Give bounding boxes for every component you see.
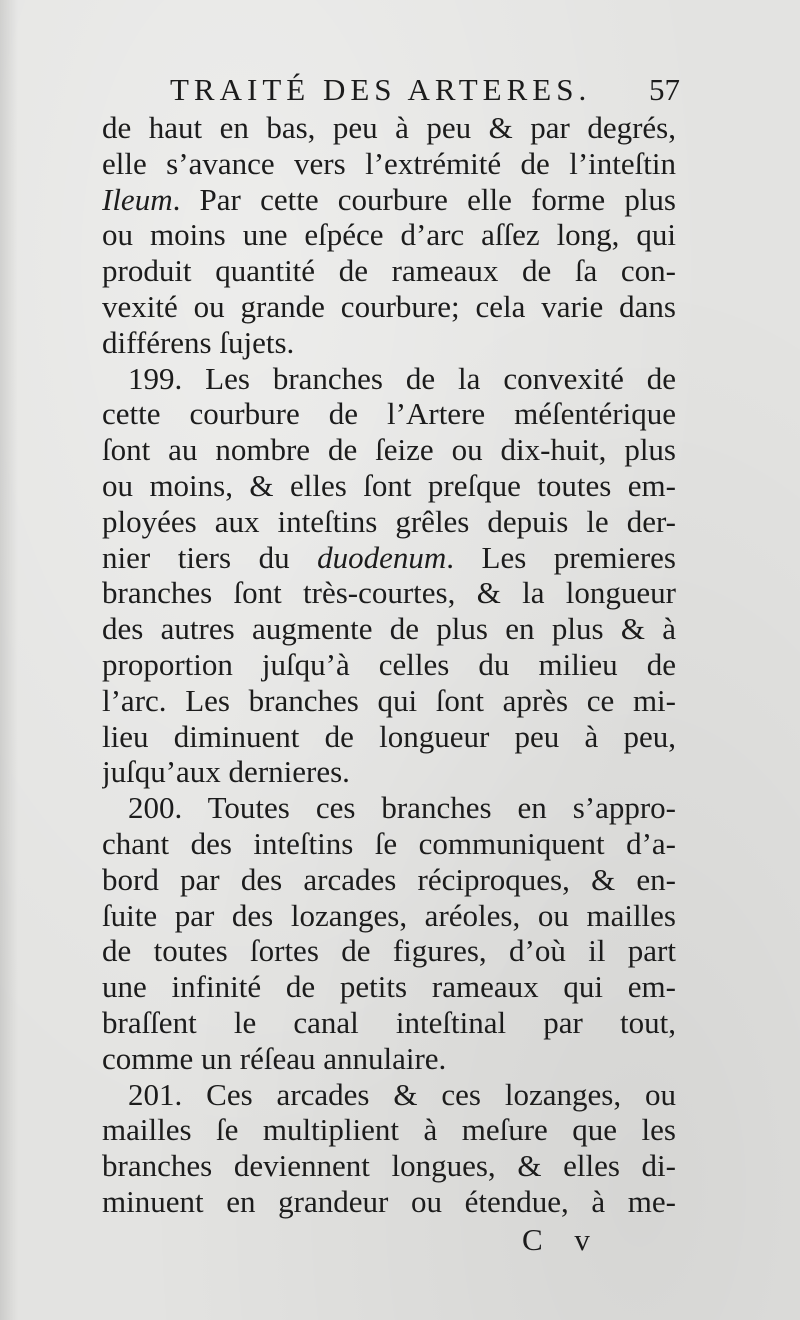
page-edge-shadow [0,0,18,1320]
text-line: proportion juſqu’à celles du milieu de [102,646,676,682]
text-line: ſuite par des lozanges, aréoles, ou mailles [102,897,676,933]
text-line: ployées aux inteſtins grêles depuis le der- [102,503,676,539]
text-line: lieu diminuent de longueur peu à peu, [102,718,676,754]
italic-term: Ileum [102,181,173,217]
text-line: branches ſont très-courtes, & la longueur [102,575,676,611]
text-line: chant des inteſtins ſe communiquent d’a- [102,825,676,861]
text-line: minuent en grandeur ou étendue, à me- [102,1183,676,1219]
page-number: 57 [649,72,680,107]
signature-mark: C v [522,1222,602,1257]
text-line: juſqu’aux dernieres. [102,754,350,790]
text-line: des autres augmente de plus en plus & à [102,611,676,647]
text-line: différens ſujets. [102,324,295,360]
text-line: mailles ſe multiplient à meſure que les [102,1112,676,1148]
text-line: nier tiers du duodenum. Les premieres [102,539,676,575]
text-line: bord par des arcades réciproques, & en- [102,861,676,897]
text-line: comme un réſeau annulaire. [102,1040,447,1076]
text-line: ou moins une eſpéce d’arc aſſez long, qui [102,217,676,253]
running-title: TRAITÉ DES ARTERES. [170,72,592,107]
paragraph-200-start: 200. Toutes ces branches en s’appro- [128,790,676,826]
paragraph-199-start: 199. Les branches de la convexité de [128,360,676,396]
italic-term: duodenum [317,539,447,575]
text-line: une infinité de petits rameaux qui em- [102,969,676,1005]
body-text [102,110,676,1220]
text-line: Ileum. Par cette courbure elle forme plus [102,181,676,217]
text-line: braſſent le canal inteſtinal par tout, [102,1004,676,1040]
text-line: de toutes ſortes de figures, d’où il part [102,933,676,969]
text-line: cette courbure de l’Artere méſentérique [102,396,676,432]
text-line: branches deviennent longues, & elles di- [102,1148,676,1184]
text-line: de haut en bas, peu à peu & par degrés, [102,110,676,145]
text-line: vexité ou grande courbure; cela varie dans [102,288,676,324]
text-line: l’arc. Les branches qui ſont après ce mi- [102,682,676,718]
text-line: elle s’avance vers l’extrémité de l’inteſtin [102,145,676,181]
text-line: ou moins, & elles ſont preſque toutes em- [102,467,676,503]
paragraph-201-start: 201. Ces arcades & ces lozanges, ou [128,1076,676,1112]
text-line: produit quantité de rameaux de ſa con- [102,253,676,289]
text-line: ſont au nombre de ſeize ou dix-huit, plus [102,432,676,468]
page-header [100,70,680,110]
